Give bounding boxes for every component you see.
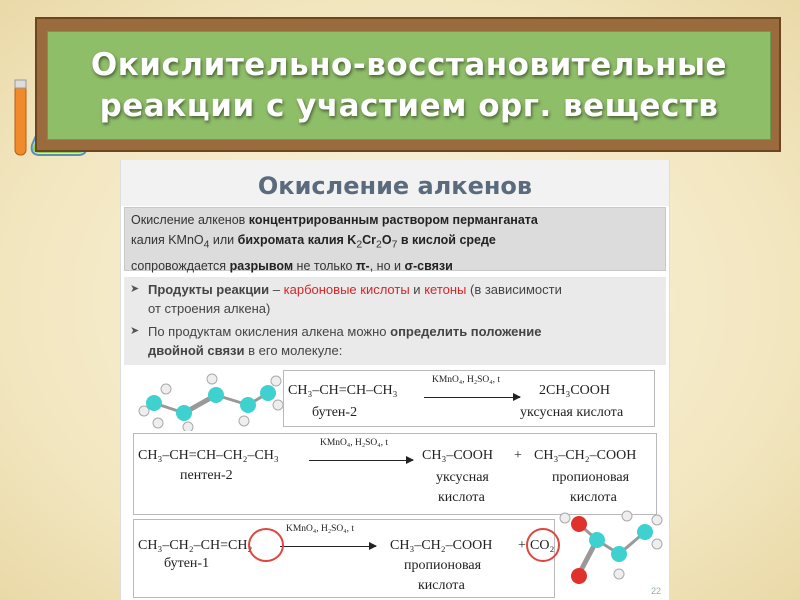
def-bold: Cr: [362, 233, 377, 247]
product2-name: кислота: [570, 490, 617, 505]
product1-name: кислота: [418, 578, 465, 593]
def-sub: 4: [203, 239, 210, 251]
reactant-name: бутен-1: [164, 556, 210, 571]
equation-pentene-2: [133, 433, 657, 515]
highlight-circle: [526, 528, 560, 562]
bullet-text: По продуктам окисления алкена можно: [148, 324, 391, 339]
reactant-formula: CH₃–CH=CH–CH₃: [288, 383, 398, 398]
reaction-conditions: KMnO₄, H₂SO₄, t: [432, 375, 500, 385]
def-bold: в кислой среде: [397, 233, 496, 247]
def-sub: 2: [376, 239, 382, 251]
product1-name: уксусная: [436, 470, 489, 485]
reactant-formula: CH₃–CH₂–CH=CH₂: [138, 538, 253, 553]
bullet-red: кетоны: [424, 282, 467, 297]
butene-molecule-icon: [136, 373, 286, 431]
product1-formula: CH₃–CH₂–COOH: [390, 538, 493, 553]
equation-butene-1: [133, 519, 555, 598]
title-panel: [47, 31, 771, 140]
bullet-item: [130, 322, 660, 360]
def-bold: σ-связи: [404, 258, 453, 273]
slide-heading: Окисление алкенов: [257, 172, 533, 200]
bullet-bold: Продукты реакции: [148, 282, 270, 297]
plus-sign: +: [518, 538, 526, 553]
def-text: калия KMnO: [131, 233, 204, 247]
page-title: Окислительно-восстановительные реакции с участием орг. веществ: [90, 46, 728, 124]
slide-number: 22: [650, 586, 661, 596]
def-text: , но и: [369, 258, 405, 273]
product-name: уксусная кислота: [520, 405, 624, 420]
def-bold: π-: [355, 258, 370, 273]
reaction-arrow: [309, 460, 413, 461]
product2-formula: CH₃–CH₂–COOH: [534, 448, 637, 463]
bullet-text: в его молекуле:: [244, 343, 343, 358]
bullet-list: [124, 277, 666, 365]
product1-formula: CH₃–COOH: [422, 448, 493, 463]
def-text: сопровождается: [131, 258, 230, 273]
product-formula: 2CH₃COOH: [539, 383, 610, 398]
bullet-text: (в зависимости: [466, 282, 562, 297]
equation-butene-2: [283, 370, 655, 427]
product1-name: пропионовая: [404, 558, 482, 573]
product2-name: пропионовая: [552, 470, 630, 485]
def-bold: O: [381, 233, 392, 247]
slide-image: [120, 160, 670, 600]
def-bold: разрывом: [229, 258, 294, 273]
highlight-circle: [248, 528, 284, 562]
product2-formula: CO₂: [530, 538, 555, 553]
bullet-red: карбоновые кислоты: [283, 282, 410, 297]
slide-header: [121, 160, 669, 206]
def-text: или: [209, 233, 238, 247]
def-sub: 7: [391, 239, 398, 251]
reaction-conditions: KMnO₄, H₂SO₄, t: [320, 438, 388, 448]
title-frame: [35, 17, 781, 152]
propionic-acid-molecule-icon: [557, 510, 665, 598]
def-sub: 2: [356, 239, 363, 251]
reaction-arrow: [280, 546, 376, 547]
definition-box: [124, 207, 666, 271]
reactant-name: бутен-2: [312, 405, 358, 420]
bullet-bold: двойной связи: [148, 343, 245, 358]
def-text: Окисление алкенов: [131, 213, 249, 227]
bullet-bold: определить положение: [390, 324, 542, 339]
reaction-conditions: KMnO₄, H₂SO₄, t: [286, 524, 354, 534]
def-bold: концентрированным раствором перманганата: [248, 213, 538, 227]
bullet-item: [130, 280, 660, 318]
reactant-name: пентен-2: [180, 468, 233, 483]
def-bold: бихромата калия K: [237, 233, 357, 247]
bullet-text: от строения алкена): [148, 301, 271, 316]
product1-name: кислота: [438, 490, 485, 505]
reaction-arrow: [424, 397, 520, 398]
bullet-text: –: [269, 282, 284, 297]
def-text: не только: [293, 258, 356, 273]
bullet-text: и: [409, 282, 425, 297]
plus-sign: +: [514, 448, 522, 463]
reactant-formula: CH₃–CH=CH–CH₂–CH₃: [138, 448, 279, 463]
